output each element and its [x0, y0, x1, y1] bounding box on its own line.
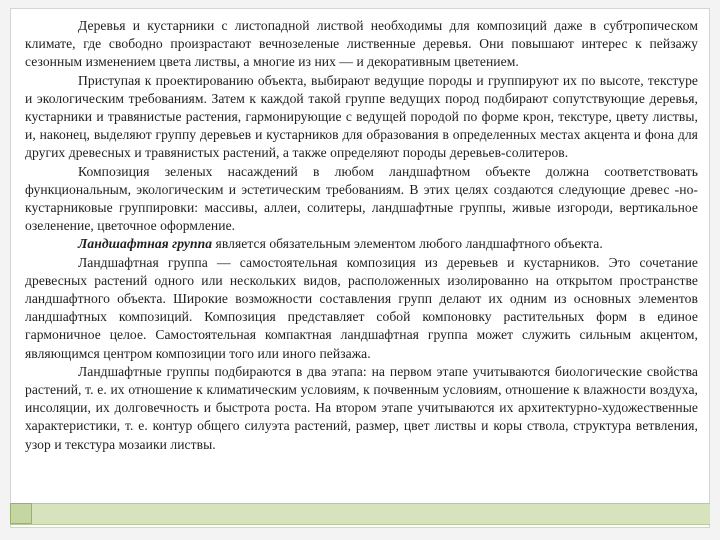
paragraph-landscape-group-description: Ландшафтная группа — самостоятельная композиция из деревьев и кустарников. Это сочетание древесных растений одного или нескольких видов, расположенных изолированно на открытом пространстве ландшафтного объекта. Широкие возможности составления групп делают их одним из основных элементов ландшафтных композиций. Композиция представляет собой компоновку растительных форм в единое гармоничное целое. Самостоятельная компактная ландшафтная группа может служить сильным акцентом, являющимся центром композиции того или иного пейзажа. — [25, 254, 698, 361]
paragraph-deciduous-trees: Деревья и кустарники с листопадной листвой необходимы для композиций даже в субтропическом климате, где свободно произрастают вечнозеленые лиственные деревья. Они повышают интерес к пейзажу сезонным изменением цвета листвы, а многие из них — и декоративным цветением. — [25, 18, 698, 70]
paragraph-selection-stages: Ландшафтные группы подбираются в два этапа: на первом этапе учитываются биологические свойства растений, т. е. их отношение к климатическим условиям, к почвенным условиям, отношение к влажности воздуха, инсоляции, их долговечность и быстрота роста. На втором этапе учитываются их архитектурно-художественные характеристики, т. е. контур общего силуэта растений, размер, цвет листвы и коры ствола, структура ветвления, узор и текстура мозаики листвы. — [25, 363, 698, 452]
paragraph-composition-requirements: Композиция зеленых насаждений в любом ландшафтном объекте должна соответствовать функциональным, экологическим и эстетическим требованиям. В этих целях создаются следующие древес -но-кустарниковые группировки: массивы, аллеи, солитеры, ландшафтные группы, живые изгороди, вертикальное озеленение, цветочное оформление. — [25, 163, 698, 234]
slide-frame — [10, 8, 710, 528]
footer-corner-box — [10, 503, 32, 524]
paragraph-design-approach: Приступая к проектированию объекта, выбирают ведущие породы и группируют их по высоте, текстуре и экологическим требованиям. Затем к каждой такой группе ведущих пород подбирают сопутствующие деревья, кустарники и травянистые растения, гармонирующие с ведущей породой по форме крон, текстуре, цвету листвы, и, наконец, выделяют группу деревьев и кустарников для образования в определенных местах акцента и фона для других древесных и травянистых растений, а также определяют породы деревьев-солитеров. — [25, 72, 698, 161]
term-landscape-group: Ландшафтная группа — [78, 236, 213, 252]
definition-text: является обязательным элементом любого ландшафтного объекта. — [212, 236, 603, 252]
paragraph-landscape-group-definition — [25, 235, 698, 253]
footer-band — [10, 503, 710, 525]
document-body — [25, 17, 698, 454]
